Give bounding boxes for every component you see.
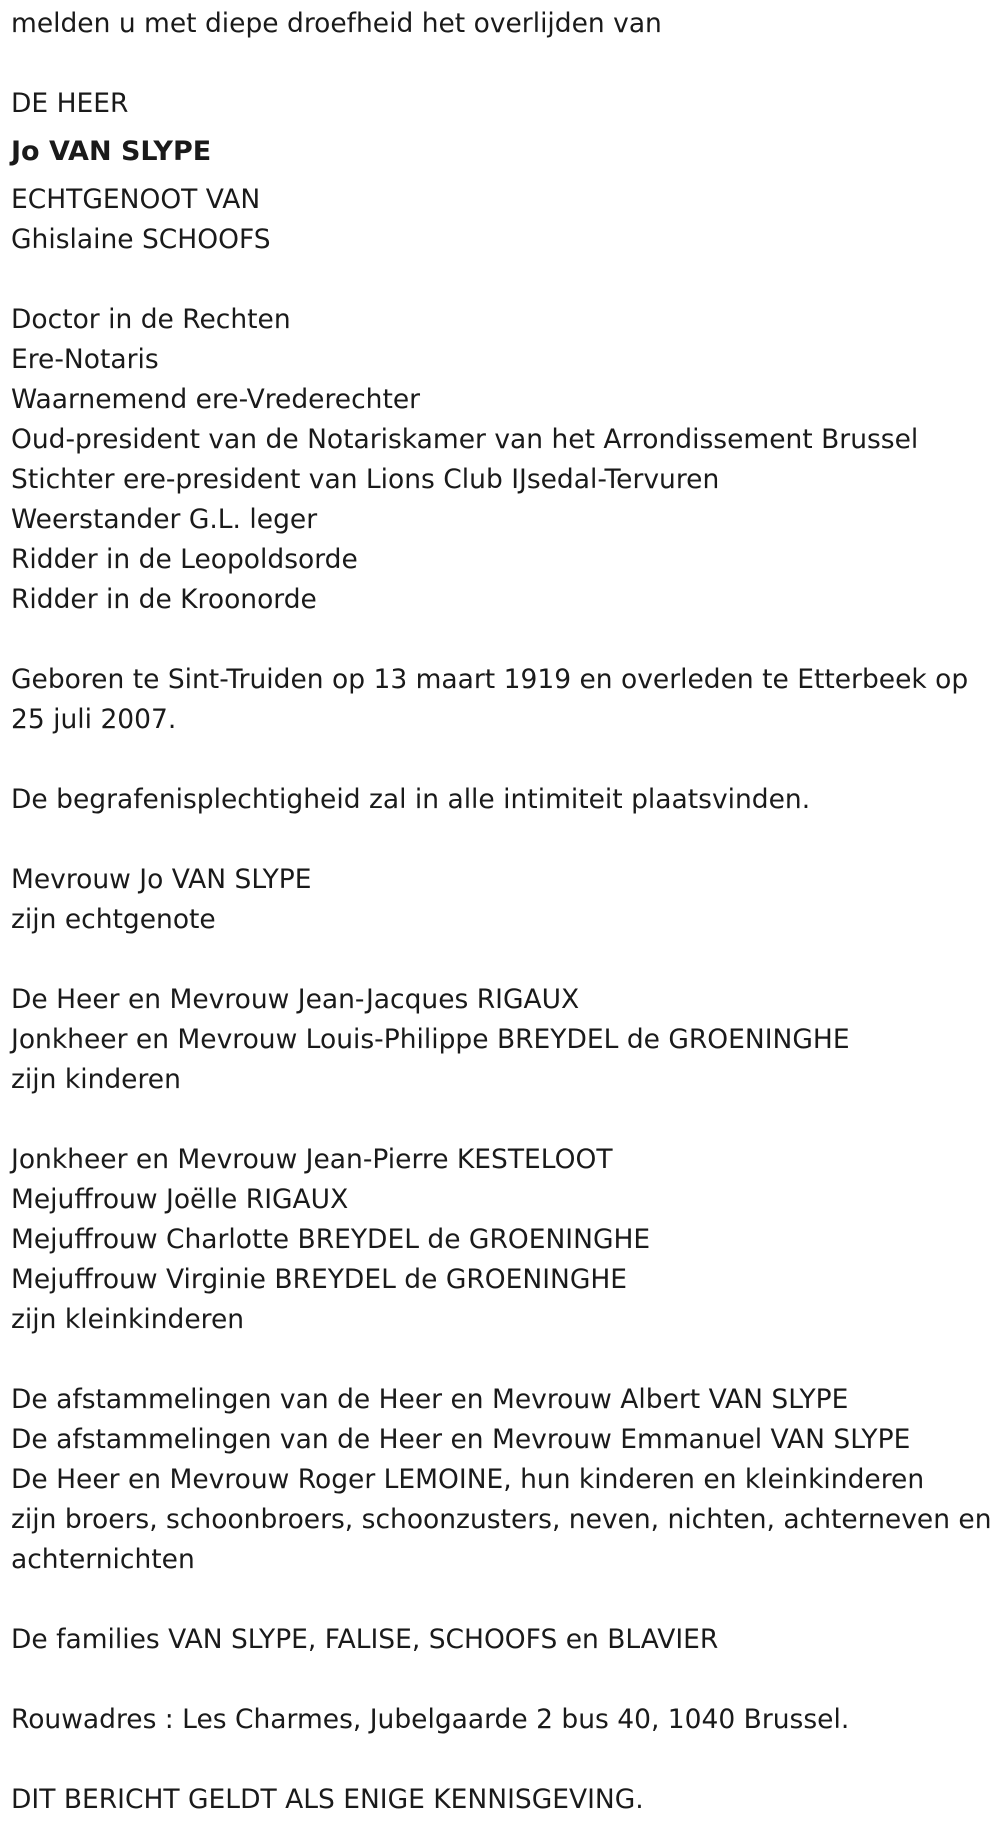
grandchild-entry: Mejuffrouw Joëlle RIGAUX bbox=[11, 1184, 349, 1215]
child-entry: De Heer en Mevrouw Jean-Jacques RIGAUX bbox=[11, 984, 580, 1015]
title-item: Ere-Notaris bbox=[11, 344, 159, 375]
children-relation: zijn kinderen bbox=[11, 1064, 181, 1095]
families-text: De families VAN SLYPE, FALISE, SCHOOFS en BLAVIER bbox=[11, 1624, 719, 1655]
mourning-address: Rouwadres : Les Charmes, Jubelgaarde 2 bus 40, 1040 Brussel. bbox=[11, 1704, 850, 1735]
title-item: Waarnemend ere-Vrederechter bbox=[11, 384, 421, 415]
children-block bbox=[11, 980, 990, 1100]
title-prefix: DE HEER bbox=[11, 88, 129, 119]
relatives-block bbox=[11, 1380, 990, 1580]
spacer bbox=[11, 620, 990, 660]
funeral-text: De begrafenisplechtigheid zal in alle intimiteit plaatsvinden. bbox=[11, 784, 811, 815]
spacer bbox=[11, 1580, 990, 1620]
title-item: Oud-president van de Notariskamer van het Arrondissement Brussel bbox=[11, 424, 919, 455]
spouse-label: ECHTGENOOT VAN bbox=[11, 184, 261, 215]
spacer bbox=[11, 740, 990, 780]
spouse-name: Ghislaine SCHOOFS bbox=[11, 224, 271, 255]
intro-text: melden u met diepe droefheid het overlijden van bbox=[11, 8, 662, 39]
spacer bbox=[11, 1100, 990, 1140]
spacer bbox=[11, 1660, 990, 1700]
wife-relation: zijn echtgenote bbox=[11, 904, 216, 935]
title-item: Weerstander G.L. leger bbox=[11, 504, 318, 535]
spacer bbox=[11, 820, 990, 860]
title-item: Ridder in de Leopoldsorde bbox=[11, 544, 358, 575]
spacer bbox=[11, 1340, 990, 1380]
title-item: Ridder in de Kroonorde bbox=[11, 584, 317, 615]
titles-list bbox=[11, 300, 990, 620]
closing-statement: DIT BERICHT GELDT ALS ENIGE KENNISGEVING. bbox=[11, 1784, 644, 1815]
child-entry: Jonkheer en Mevrouw Louis-Philippe BREYDEL de GROENINGHE bbox=[11, 1024, 850, 1055]
relative-entry: De afstammelingen van de Heer en Mevrouw Emmanuel VAN SLYPE bbox=[11, 1424, 911, 1455]
birth-death-text: Geboren te Sint-Truiden op 13 maart 1919 en overleden te Etterbeek op 25 juli 2007. bbox=[11, 664, 969, 735]
grandchildren-block bbox=[11, 1140, 990, 1340]
title-item: Stichter ere-president van Lions Club IJsedal-Tervuren bbox=[11, 464, 720, 495]
deceased-name: Jo VAN SLYPE bbox=[11, 136, 212, 167]
relative-entry: De afstammelingen van de Heer en Mevrouw Albert VAN SLYPE bbox=[11, 1384, 849, 1415]
grandchildren-relation: zijn kleinkinderen bbox=[11, 1304, 245, 1335]
spacer bbox=[11, 44, 990, 84]
relative-entry: De Heer en Mevrouw Roger LEMOINE, hun kinderen en kleinkinderen bbox=[11, 1464, 925, 1495]
grandchild-entry: Jonkheer en Mevrouw Jean-Pierre KESTELOOT bbox=[11, 1144, 613, 1175]
relatives-relation: zijn broers, schoonbroers, schoonzusters, neven, nichten, achterneven en achternichten bbox=[11, 1504, 992, 1575]
wife-block bbox=[11, 860, 990, 940]
spacer bbox=[11, 260, 990, 300]
spacer bbox=[11, 940, 990, 980]
title-item: Doctor in de Rechten bbox=[11, 304, 291, 335]
grandchild-entry: Mejuffrouw Charlotte BREYDEL de GROENINGHE bbox=[11, 1224, 651, 1255]
spacer bbox=[11, 1740, 990, 1780]
grandchild-entry: Mejuffrouw Virginie BREYDEL de GROENINGHE bbox=[11, 1264, 628, 1295]
wife-name: Mevrouw Jo VAN SLYPE bbox=[11, 864, 312, 895]
